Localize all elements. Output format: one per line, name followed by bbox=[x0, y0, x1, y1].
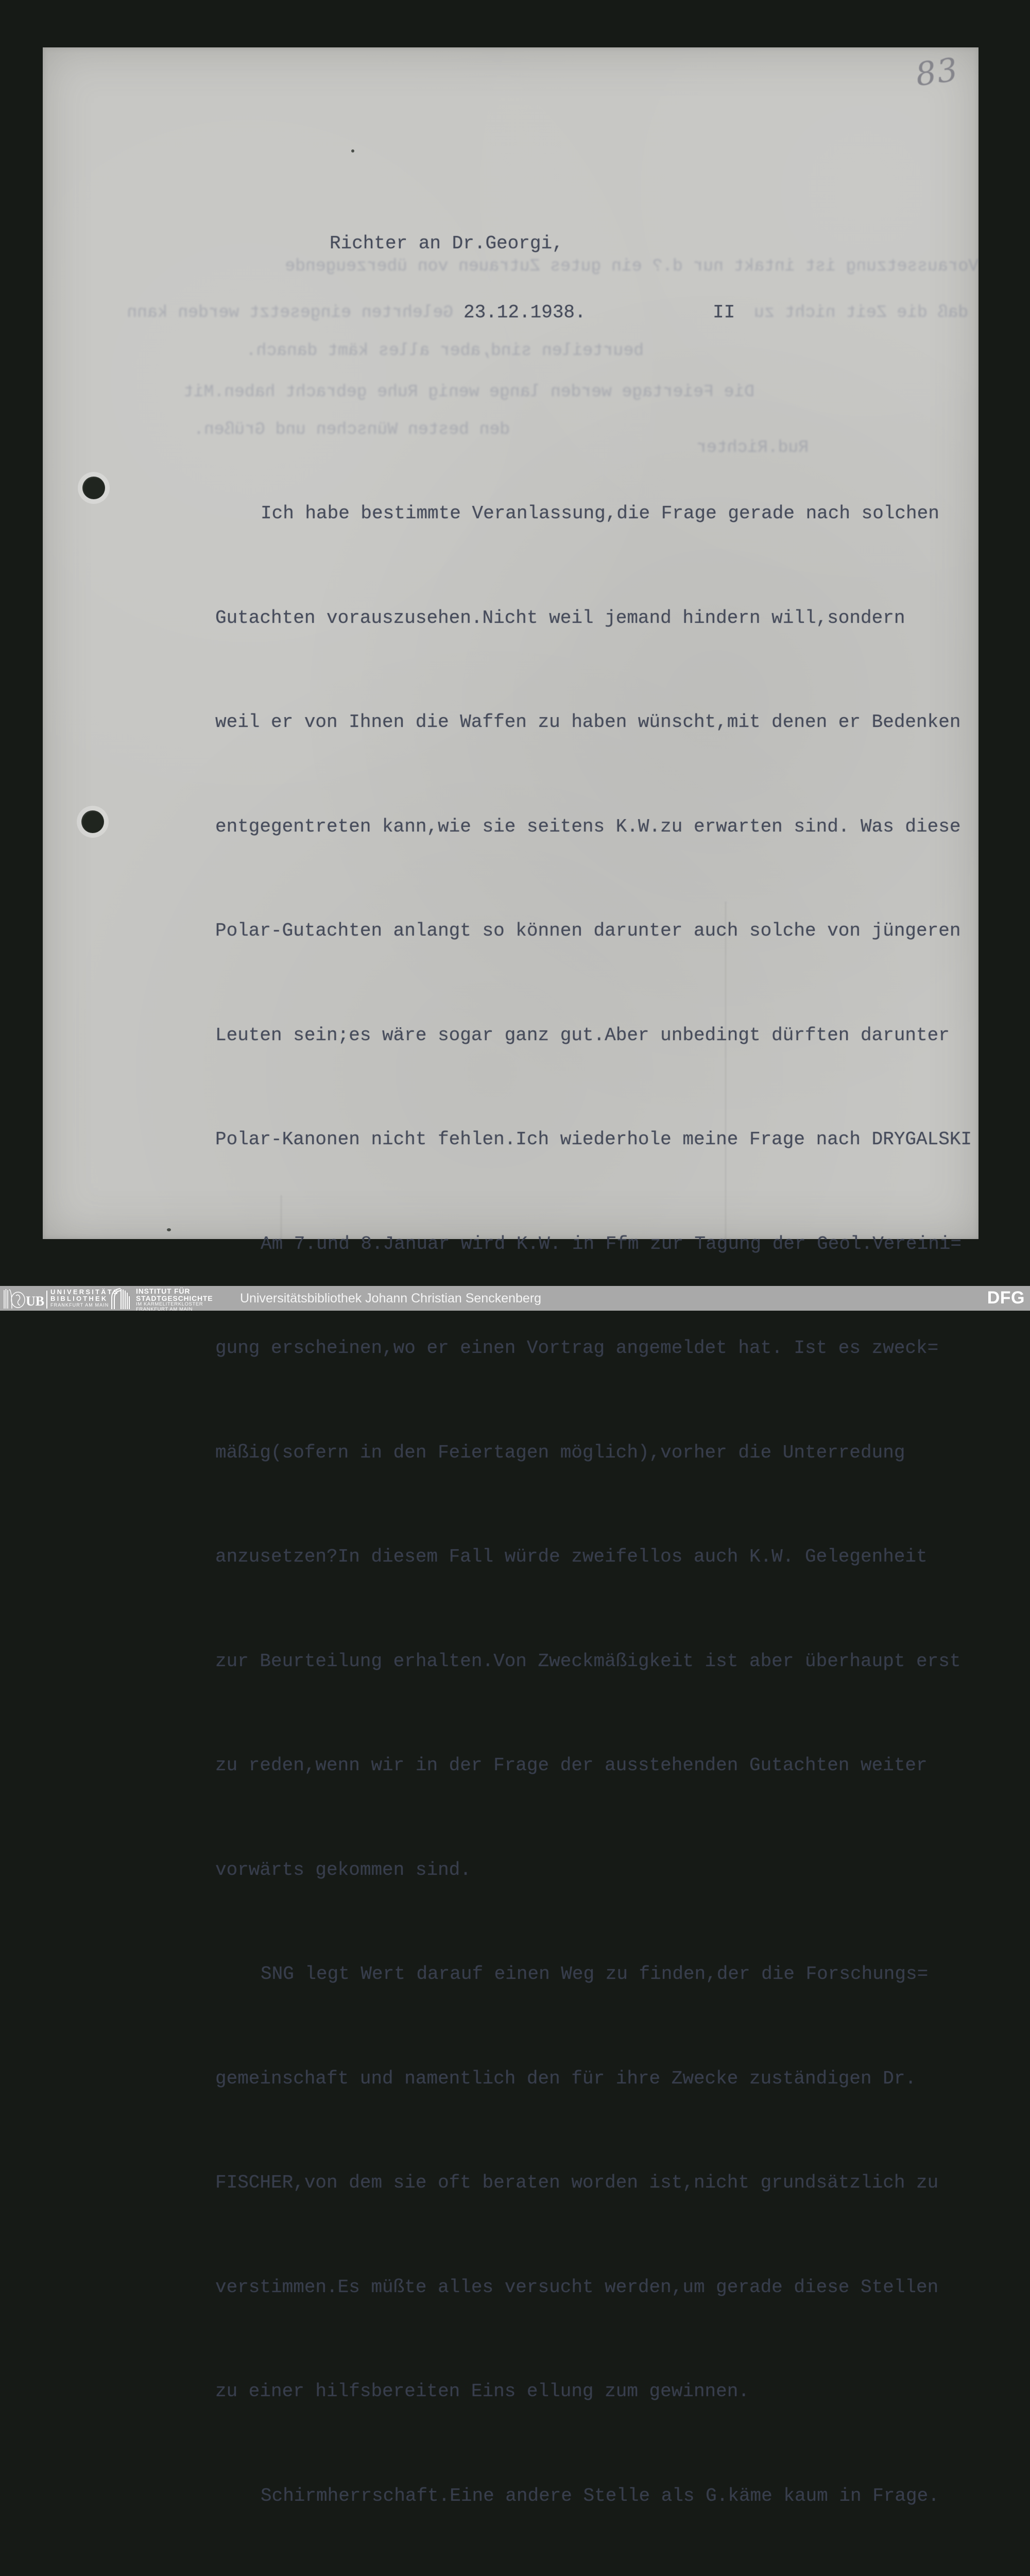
bleed-through-line: daß die Zeit nicht zu bbox=[754, 303, 968, 322]
bleed-through-line: Rud.Richter bbox=[696, 438, 809, 457]
punch-hole bbox=[82, 477, 105, 499]
letter-page-marker: II bbox=[713, 302, 735, 323]
institut-line: FRANKFURT AM MAIN bbox=[136, 1307, 193, 1312]
letter-line: gemeinschaft und namentlich den für ihre Zwecke zuständigen Dr. bbox=[215, 2067, 917, 2089]
letter-line: Polar-Gutachten anlangt so können darunter auch solche von jüngeren bbox=[215, 920, 961, 941]
bleed-through-line: beurteilen sind,aber alles kämt danach. bbox=[246, 341, 644, 360]
institut-line: STADTGESCHICHTE bbox=[136, 1294, 213, 1302]
letter-line: gung erscheinen,wo er einen Vortrag angemeldet hat. Ist es zweck= bbox=[215, 1337, 939, 1359]
letter-line: vorwärts gekommen sind. bbox=[215, 1859, 471, 1880]
bleed-through-line: Voraussetzung ist intakt nur d.? ein gutes Zutrauen von überzeugende bbox=[285, 257, 978, 276]
ub-logo-abbr: UB bbox=[26, 1294, 45, 1309]
letter-line: entgegentreten kann,wie sie seitens K.W.zu erwarten sind. Was diese bbox=[215, 816, 961, 837]
punch-hole bbox=[81, 810, 104, 833]
handwritten-page-number: 83 bbox=[913, 50, 961, 94]
bleed-through-line: den besten Wünschen und Grüßen. bbox=[194, 420, 510, 439]
paper-crease bbox=[281, 1195, 282, 1239]
letter-date: 23.12.1938. bbox=[464, 302, 586, 323]
letter-line: anzusetzen?In diesem Fall würde zweifellos auch K.W. Gelegenheit bbox=[215, 1546, 928, 1567]
footer-bar bbox=[0, 1286, 1030, 1311]
dfg-logo: DFG bbox=[987, 1288, 1025, 1308]
bleed-through-line: Gelehrten eingesetzt werden kann bbox=[127, 303, 453, 322]
letter-line: zur Beurteilung erhalten.Von Zweckmäßigkeit ist aber überhaupt erst bbox=[215, 1650, 961, 1672]
institut-line: INSTITUT FÜR bbox=[136, 1287, 191, 1295]
ub-library-logo bbox=[3, 1287, 48, 1310]
letter-line: Gutachten vorauszusehen.Nicht weil jemand hindern will,sondern bbox=[215, 607, 905, 629]
letter-line: zu reden,wenn wir in der Frage der ausstehenden Gutachten weiter bbox=[215, 1755, 928, 1776]
institut-text bbox=[136, 1287, 213, 1312]
letter-line: Ich habe bestimmte Veranlassung,die Frage gerade nach solchen bbox=[261, 503, 939, 524]
institut-line: IM KARMELITERKLOSTER bbox=[136, 1301, 203, 1307]
library-name: Universitätsbibliothek Johann Christian Senckenberg bbox=[240, 1291, 542, 1306]
letter-line: SNG legt Wert darauf einen Weg zu finden,der die Forschungs= bbox=[261, 1963, 929, 1985]
ink-speck bbox=[167, 1228, 171, 1231]
letter-line: Am 7.und 8.Januar wird K.W. in Ffm zur Tagung der Geol.Vereini= bbox=[261, 1233, 962, 1255]
letter-line: mäßig(sofern in den Feiertagen möglich),vorher die Unterredung bbox=[215, 1442, 905, 1463]
letter-heading: Richter an Dr.Georgi, bbox=[330, 233, 563, 254]
letter-line: zu einer hilfsbereiten Eins ellung zum gewinnen. bbox=[215, 2381, 749, 2402]
bleed-through-line: Die Feiertage werden lange wenig Ruhe gebracht haben.Mit bbox=[183, 382, 754, 401]
letter-line: weil er von Ihnen die Waffen zu haben wünscht,mit denen er Bedenken bbox=[215, 711, 961, 733]
letter-line: Schirmherrschaft.Eine andere Stelle als G.käme kaum in Frage. bbox=[261, 2485, 939, 2506]
ink-speck bbox=[351, 149, 354, 152]
letter-body bbox=[215, 427, 998, 2576]
letter-line: Polar-Kanonen nicht fehlen.Ich wiederhole meine Frage nach DRYGALSKI bbox=[215, 1129, 972, 1150]
institut-arch-logo bbox=[109, 1287, 132, 1310]
ub-library-line: BIBLIOTHEK bbox=[50, 1295, 108, 1302]
ub-library-line: UNIVERSITÄTS bbox=[50, 1288, 119, 1296]
letter-line: verstimmen.Es müßte alles versucht werden,um gerade diese Stellen bbox=[215, 2276, 939, 2298]
letter-line: Leuten sein;es wäre sogar ganz gut.Aber unbedingt dürften darunter bbox=[215, 1024, 950, 1046]
ub-library-line: FRANKFURT AM MAIN bbox=[50, 1302, 109, 1308]
paper-crease bbox=[725, 902, 726, 1239]
letter-line: FISCHER,von dem sie oft beraten worden ist,nicht grundsätzlich zu bbox=[215, 2172, 939, 2193]
